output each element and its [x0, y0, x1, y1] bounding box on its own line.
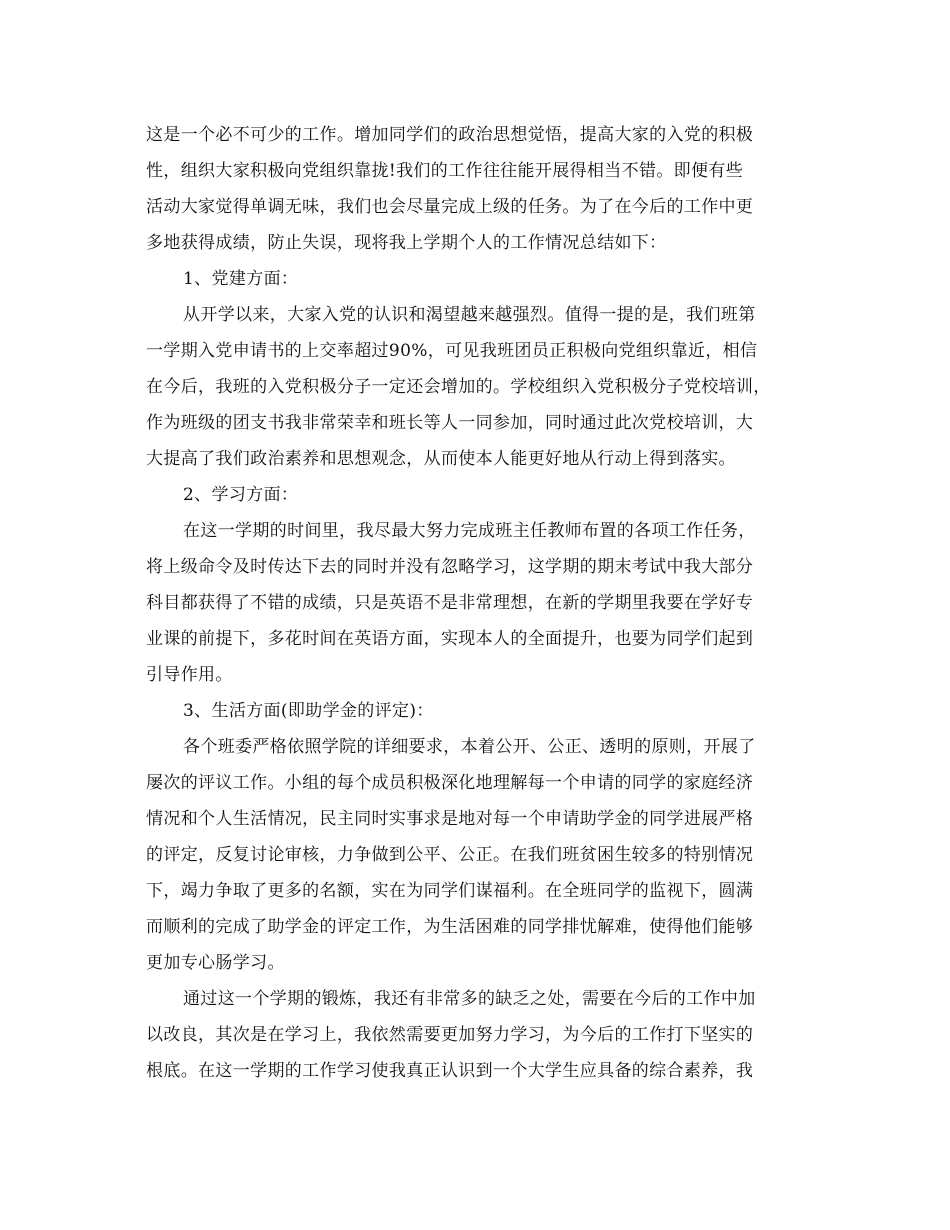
text-line: 一学期入党申请书的上交率超过90%，可见我班团员正积极向党组织靠近，相信 — [146, 341, 758, 361]
text-line: 从开学以来，大家入党的认识和渴望越来越强烈。值得一提的是，我们班第 — [183, 305, 756, 325]
text-line: 引导作用。 — [146, 665, 233, 685]
text-line: 活动大家觉得单调无味，我们也会尽量完成上级的任务。为了在今后的工作中更 — [146, 197, 754, 217]
text-line: 在这一学期的时间里，我尽最大努力完成班主任教师布置的各项工作任务， — [183, 521, 756, 541]
text-line: 作为班级的团支书我非常荣幸和班长等人一同参加，同时通过此次党校培训，大 — [146, 413, 754, 433]
text-line: 各个班委严格依照学院的详细要求，本着公开、公正、透明的原则，开展了 — [183, 737, 756, 757]
document-body — [146, 117, 810, 1089]
text-line: 科目都获得了不错的成绩，只是英语不是非常理想，在新的学期里我要在学好专 — [146, 593, 754, 613]
text-line: 更加专心肠学习。 — [146, 953, 285, 973]
section-heading: 2、学习方面： — [183, 485, 299, 505]
text-line: 多地获得成绩，防止失误，现将我上学期个人的工作情况总结如下： — [146, 233, 667, 253]
text-line: 根底。在这一学期的工作学习使我真正认识到一个大学生应具备的综合素养，我 — [146, 1061, 754, 1081]
section-heading: 1、党建方面： — [183, 269, 299, 289]
section-heading: 3、生活方面(即助学金的评定)： — [183, 701, 434, 721]
text-line: 业课的前提下，多花时间在英语方面，实现本人的全面提升，也要为同学们起到 — [146, 629, 754, 649]
text-line: 情况和个人生活情况，民主同时实事求是地对每一个申请助学金的同学进展严格 — [146, 809, 754, 829]
text-line: 而顺利的完成了助学金的评定工作，为生活困难的同学排忧解难，使得他们能够 — [146, 917, 754, 937]
text-line: 这是一个必不可少的工作。增加同学们的政治思想觉悟，提高大家的入党的积极 — [146, 125, 754, 145]
text-line: 在今后，我班的入党积极分子一定还会增加的。学校组织入党积极分子党校培训， — [146, 377, 771, 397]
text-line: 将上级命令及时传达下去的同时并没有忽略学习，这学期的期末考试中我大部分 — [146, 557, 754, 577]
text-line: 的评定，反复讨论审核，力争做到公平、公正。在我们班贫困生较多的特别情况 — [146, 845, 754, 865]
text-line: 以改良，其次是在学习上，我依然需要更加努力学习，为今后的工作打下坚实的 — [146, 1025, 754, 1045]
text-line: 屡次的评议工作。小组的每个成员积极深化地理解每一个申请的同学的家庭经济 — [146, 773, 754, 793]
text-line: 通过这一个学期的锻炼，我还有非常多的缺乏之处，需要在今后的工作中加 — [183, 989, 756, 1009]
text-line: 下，竭力争取了更多的名额，实在为同学们谋福利。在全班同学的监视下，圆满 — [146, 881, 754, 901]
text-line: 性，组织大家积极向党组织靠拢!我们的工作往往能开展得相当不错。即便有些 — [146, 161, 744, 181]
text-line: 大提高了我们政治素养和思想观念，从而使本人能更好地从行动上得到落实。 — [146, 449, 736, 469]
